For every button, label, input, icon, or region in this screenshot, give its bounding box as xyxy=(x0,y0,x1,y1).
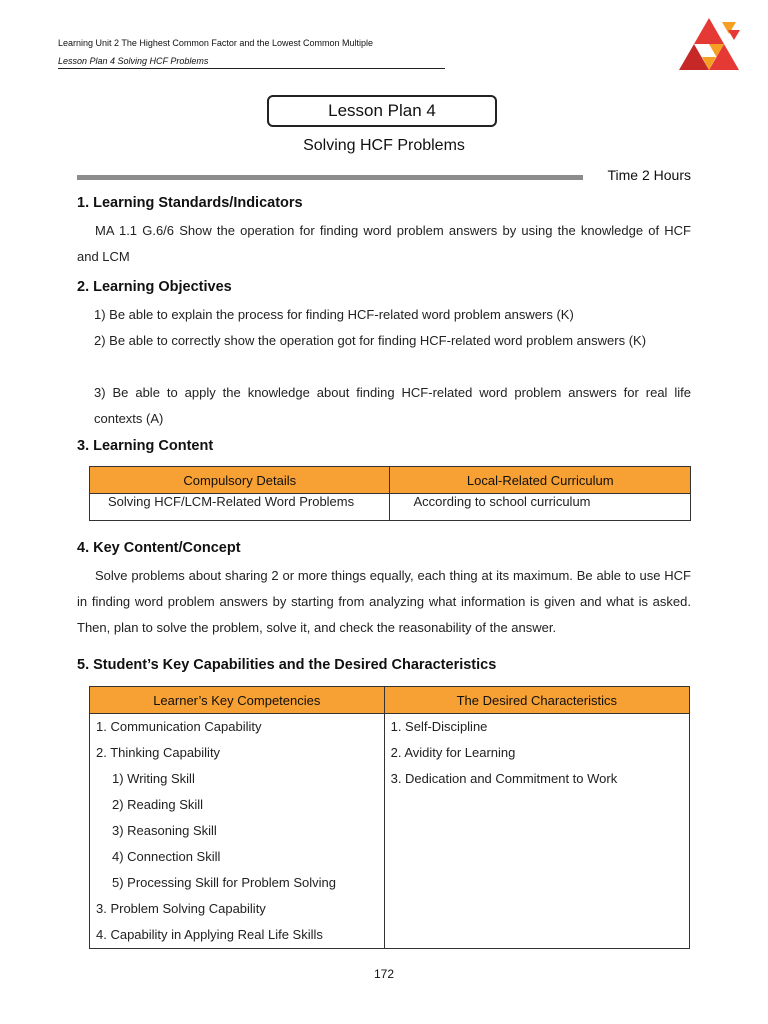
objective-item: 3) Be able to apply the knowledge about finding HCF-related word problem answers for real life contexts (A) xyxy=(94,385,691,426)
header-unit: Learning Unit 2 The Highest Common Factor and the Lowest Common Multiple xyxy=(58,38,373,48)
section-capabilities-heading: 5. Student’s Key Capabilities and the Desired Characteristics xyxy=(77,657,497,673)
section-standards-heading: 1. Learning Standards/Indicators xyxy=(77,195,303,211)
list-item: 4. Capability in Applying Real Life Skills xyxy=(96,927,323,942)
competencies-cell xyxy=(90,714,385,949)
list-item: 2. Thinking Capability xyxy=(96,745,221,760)
capabilities-table xyxy=(89,686,690,949)
table-cell: Solving HCF/LCM-Related Word Problems xyxy=(90,494,390,521)
section-concept-text: Solve problems about sharing 2 or more things equally, each thing at its maximum. Be able to use HCF in finding word problem answers by starting from analyzing what information is given and what is asked. Then, plan to solve the problem, solve it, and check the reasonability of the answer. xyxy=(77,568,691,635)
list-item: 2. Avidity for Learning xyxy=(390,745,516,760)
list-item: 2) Reading Skill xyxy=(112,797,204,812)
list-item: 3. Problem Solving Capability xyxy=(96,901,266,916)
triangle-logo-icon xyxy=(678,16,740,72)
table-row xyxy=(90,714,690,949)
list-item: 5) Processing Skill for Problem Solving xyxy=(112,875,336,890)
list-item: 3. Dedication and Commitment to Work xyxy=(390,771,618,786)
table-row xyxy=(90,494,691,521)
characteristics-cell xyxy=(384,714,689,949)
list-item: 4) Connection Skill xyxy=(112,849,221,864)
table-header: Local-Related Curriculum xyxy=(390,467,691,494)
time-duration: Time 2 Hours xyxy=(607,167,691,183)
header-lesson: Lesson Plan 4 Solving HCF Problems xyxy=(58,56,209,66)
learning-content-table xyxy=(89,466,691,521)
section-objectives-heading: 2. Learning Objectives xyxy=(77,279,232,295)
table-header: Compulsory Details xyxy=(90,467,390,494)
lesson-subtitle: Solving HCF Problems xyxy=(303,137,465,154)
section-standards-text: MA 1.1 G.6/6 Show the operation for finding word problem answers by using the knowledge of HCF and LCM xyxy=(77,223,691,264)
page-number: 172 xyxy=(373,967,395,981)
title-divider xyxy=(77,175,583,180)
table-header: The Desired Characteristics xyxy=(384,687,689,714)
list-item: 1. Self-Discipline xyxy=(390,719,488,734)
table-header: Learner’s Key Competencies xyxy=(90,687,385,714)
objective-item: 2) Be able to correctly show the operation got for finding HCF-related word problem answers (K) xyxy=(94,333,647,348)
list-item: 1. Communication Capability xyxy=(96,719,262,734)
section-concept-heading: 4. Key Content/Concept xyxy=(77,540,241,556)
table-cell: According to school curriculum xyxy=(390,494,691,521)
list-item: 1) Writing Skill xyxy=(112,771,195,786)
section-content-heading: 3. Learning Content xyxy=(77,438,214,454)
lesson-title: Lesson Plan 4 xyxy=(267,95,497,127)
objective-item: 1) Be able to explain the process for finding HCF-related word problem answers (K) xyxy=(94,307,574,322)
header-divider xyxy=(58,68,445,69)
list-item: 3) Reasoning Skill xyxy=(112,823,217,838)
